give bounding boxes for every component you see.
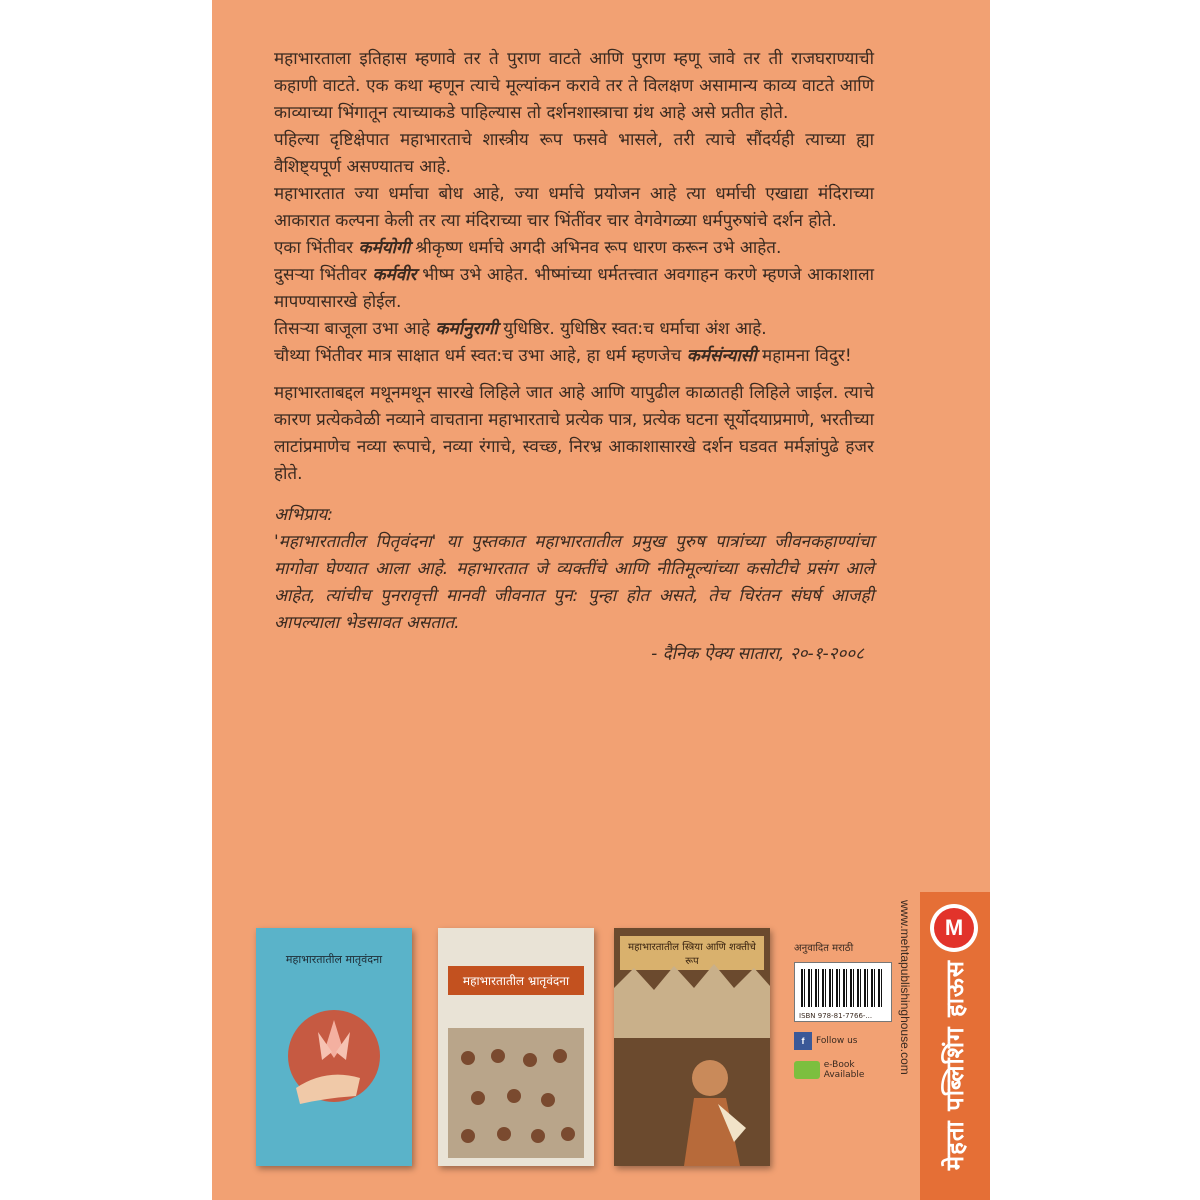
- logo-letter: M: [934, 908, 974, 948]
- follow-us[interactable]: [794, 1032, 892, 1050]
- keyword-karmasanyasi: कर्मसंन्यासी: [686, 346, 757, 366]
- publisher-name: मेहता पब्लिशिंग हाऊस: [941, 960, 969, 1171]
- publisher-website[interactable]: www.mehtapublishinghouse.com: [898, 900, 912, 1075]
- follow-label: Follow us: [816, 1036, 858, 1046]
- paragraph-1: महाभारताला इतिहास म्हणावे तर ते पुराण वाटते आणि पुराण म्हणू जावे तर ती राजघराण्याची कहाणी वाटते. एक कथा म्हणून त्याचे मूल्यांकन करावे तर ते विलक्षण असामान्य काव्य वाटते आणि काव्याच्या भिंगातून त्याच्याकडे पाहिल्यास तो दर्शनशास्त्राचा ग्रंथ आहे असे प्रतीत होते.: [274, 49, 874, 123]
- related-book-2[interactable]: [438, 928, 594, 1166]
- ebook-badge: [794, 1060, 892, 1080]
- book-meta: [794, 940, 892, 1080]
- paragraph-2: पहिल्या दृष्टिक्षेपात महाभारताचे शास्त्रीय रूप फसवे भासले, तरी त्याचे सौंदर्यही त्याच्या ह्या वैशिष्ट्यपूर्ण असण्यातच आहे.: [274, 130, 874, 177]
- keyword-karmanuragi: कर्मानुरागी: [435, 319, 498, 339]
- ebook-label: e-Book Available: [823, 1060, 865, 1080]
- publisher-logo: [930, 904, 978, 952]
- closing-paragraph: महाभारताबद्दल मथूनमथून सारखे लिहिले जात आहे आणि यापुढील काळातही लिहिले जाईल. त्याचे कारण प्रत्येकवेळी नव्याने वाचताना महाभारताचे प्रत्येक पात्र, प्रत्येक घटना सूर्योदयाप्रमाणे, भरतीच्या लाटांप्रमाणेच नव्या रूपाचे, नव्या रंगाचे, स्वच्छ, निरभ्र आकाशासारखे दर्शन घडवत मर्मज्ञांपुढे हजर होते.: [274, 383, 874, 484]
- keyword-karmaveer: कर्मवीर: [372, 265, 417, 285]
- wall-3: तिसऱ्या बाजूला उभा आहे कर्मानुरागी युधिष्ठिर. युधिष्ठिर स्वत:च धर्माचा अंश आहे.: [274, 319, 767, 339]
- keyword-karmayogi: कर्मयोगी: [358, 238, 410, 258]
- related-book-1[interactable]: [256, 928, 412, 1166]
- related-book-3-title: महाभारतातील स्त्रिया आणि शक्तीचे रूप: [620, 936, 764, 970]
- isbn-barcode: [794, 962, 892, 1022]
- warrior-illustration-icon: [614, 928, 770, 1166]
- wall-2: दुसऱ्या भिंतीवर कर्मवीर भीष्म उभे आहेत. भीष्मांच्या धर्मतत्त्वात अवगाहन करणे म्हणजे आकाशाला मापण्यासारखे होईल.: [274, 265, 874, 312]
- related-book-2-title: महाभारतातील भ्रातृवंदना: [448, 966, 584, 995]
- translated-label: अनुवादित मराठी: [794, 943, 854, 954]
- review-attribution: - दैनिक ऐक्य सातारा, २०-१-२००८: [651, 644, 864, 664]
- related-book-1-title: महाभारतातील मातृवंदना: [285, 953, 383, 966]
- facebook-icon: f: [794, 1032, 812, 1050]
- paragraph-3: महाभारतात ज्या धर्माचा बोध आहे, ज्या धर्माचे प्रयोजन आहे त्या धर्माची एखाद्या मंदिराच्या आकारात कल्पना केली तर त्या मंदिराच्या चार भिंतींवर चार वेगवेगळ्या धर्मपुरुषांचे दर्शन होते.: [274, 184, 874, 231]
- related-book-3[interactable]: [614, 928, 770, 1166]
- review-text: 'महाभारतातील पितृवंदना' या पुस्तकात महाभारतातील प्रमुख पुरुष पात्रांच्या जीवनकहाण्यांचा मागोवा घेण्यात आला आहे. महाभारतात जे व्यक्तींचे आणि नीतिमूल्यांच्या कसोटीचे प्रसंग आले आहेत, त्यांचीच पुनरावृत्ती मानवी जीवनात पुन: पुन्हा होत असते, तेच चिरंतन संघर्ष आजही आपल्याला भेडसावत असतात.: [274, 532, 874, 633]
- review-section: [274, 502, 874, 668]
- review-label: अभिप्राय:: [274, 505, 334, 525]
- wall-4: चौथ्या भिंतीवर मात्र साक्षात धर्म स्वत:च उभा आहे, हा धर्म म्हणजेच कर्मसंन्यासी महामना विदुर!: [274, 346, 852, 366]
- ebook-icon: [794, 1061, 820, 1079]
- isbn-text: ISBN 978-81-7766-...: [799, 1012, 873, 1020]
- crowd-illustration-icon: [438, 928, 594, 1166]
- synopsis-text: [274, 46, 874, 668]
- wall-1: एका भिंतीवर कर्मयोगी श्रीकृष्ण धर्माचे अगदी अभिनव रूप धारण करून उभे आहेत.: [274, 238, 782, 258]
- lotus-hand-icon: [256, 928, 412, 1166]
- publisher-band: [920, 892, 990, 1200]
- book-back-cover: [212, 0, 990, 1200]
